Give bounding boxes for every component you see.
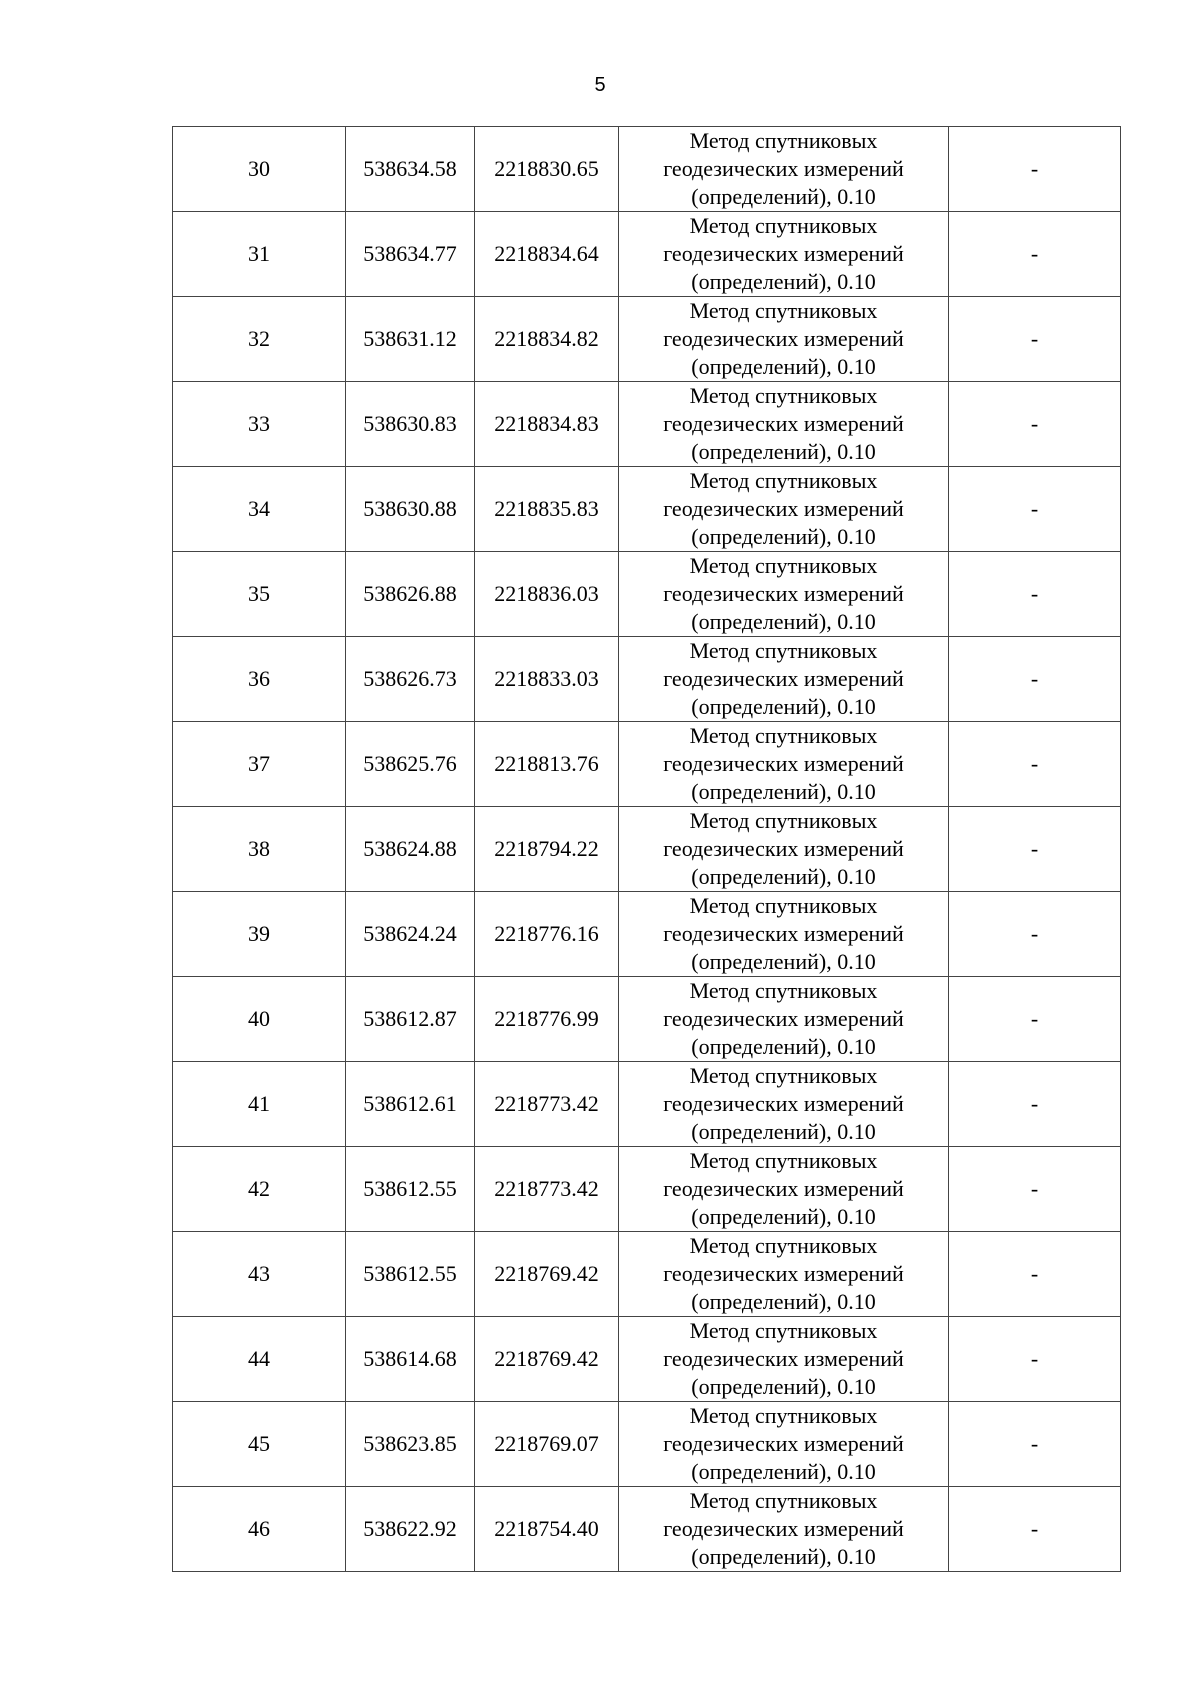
table-row: [173, 1317, 1121, 1402]
y-coordinate-cell: 2218776.16: [475, 892, 619, 977]
method-accuracy-text: Метод спутниковых геодезических измерений (определений), 0.10: [663, 723, 904, 804]
x-coordinate-cell: 538622.92: [346, 1487, 475, 1572]
method-accuracy-cell: [619, 297, 949, 382]
x-coordinate-cell: 538623.85: [346, 1402, 475, 1487]
description-cell: -: [949, 552, 1121, 637]
point-number-cell: 30: [173, 127, 346, 212]
point-number-cell: 45: [173, 1402, 346, 1487]
point-number-cell: 36: [173, 637, 346, 722]
table-row: [173, 637, 1121, 722]
x-coordinate-cell: 538634.58: [346, 127, 475, 212]
table-row: [173, 977, 1121, 1062]
y-coordinate-cell: 2218835.83: [475, 467, 619, 552]
point-number-cell: 33: [173, 382, 346, 467]
x-coordinate-cell: 538631.12: [346, 297, 475, 382]
point-number-cell: 32: [173, 297, 346, 382]
method-accuracy-cell: [619, 127, 949, 212]
x-coordinate-cell: 538612.55: [346, 1147, 475, 1232]
method-accuracy-cell: [619, 1317, 949, 1402]
description-cell: -: [949, 807, 1121, 892]
x-coordinate-cell: 538630.88: [346, 467, 475, 552]
description-cell: -: [949, 1487, 1121, 1572]
point-number-cell: 38: [173, 807, 346, 892]
table-row: [173, 297, 1121, 382]
table-row: [173, 382, 1121, 467]
coordinates-table-body: [173, 127, 1121, 1572]
method-accuracy-text: Метод спутниковых геодезических измерений (определений), 0.10: [663, 1148, 904, 1229]
method-accuracy-cell: [619, 807, 949, 892]
y-coordinate-cell: 2218830.65: [475, 127, 619, 212]
point-number-cell: 44: [173, 1317, 346, 1402]
x-coordinate-cell: 538624.88: [346, 807, 475, 892]
description-cell: -: [949, 1317, 1121, 1402]
x-coordinate-cell: 538626.88: [346, 552, 475, 637]
table-row: [173, 127, 1121, 212]
x-coordinate-cell: 538612.61: [346, 1062, 475, 1147]
y-coordinate-cell: 2218754.40: [475, 1487, 619, 1572]
page-number: 5: [594, 74, 606, 96]
y-coordinate-cell: 2218834.83: [475, 382, 619, 467]
y-coordinate-cell: 2218813.76: [475, 722, 619, 807]
method-accuracy-cell: [619, 1147, 949, 1232]
x-coordinate-cell: 538612.87: [346, 977, 475, 1062]
method-accuracy-cell: [619, 1232, 949, 1317]
x-coordinate-cell: 538624.24: [346, 892, 475, 977]
description-cell: -: [949, 977, 1121, 1062]
description-cell: -: [949, 467, 1121, 552]
table-row: [173, 892, 1121, 977]
y-coordinate-cell: 2218773.42: [475, 1062, 619, 1147]
description-cell: -: [949, 722, 1121, 807]
table-row: [173, 1232, 1121, 1317]
y-coordinate-cell: 2218836.03: [475, 552, 619, 637]
description-cell: -: [949, 1147, 1121, 1232]
method-accuracy-text: Метод спутниковых геодезических измерений (определений), 0.10: [663, 128, 904, 209]
x-coordinate-cell: 538634.77: [346, 212, 475, 297]
table-row: [173, 552, 1121, 637]
description-cell: -: [949, 892, 1121, 977]
point-number-cell: 40: [173, 977, 346, 1062]
x-coordinate-cell: 538625.76: [346, 722, 475, 807]
method-accuracy-text: Метод спутниковых геодезических измерений (определений), 0.10: [663, 1318, 904, 1399]
point-number-cell: 34: [173, 467, 346, 552]
x-coordinate-cell: 538626.73: [346, 637, 475, 722]
method-accuracy-cell: [619, 1402, 949, 1487]
description-cell: -: [949, 1062, 1121, 1147]
method-accuracy-text: Метод спутниковых геодезических измерений (определений), 0.10: [663, 1233, 904, 1314]
point-number-cell: 41: [173, 1062, 346, 1147]
method-accuracy-text: Метод спутниковых геодезических измерений (определений), 0.10: [663, 468, 904, 549]
table-row: [173, 722, 1121, 807]
method-accuracy-cell: [619, 552, 949, 637]
method-accuracy-cell: [619, 892, 949, 977]
x-coordinate-cell: 538612.55: [346, 1232, 475, 1317]
point-number-cell: 43: [173, 1232, 346, 1317]
table-row: [173, 1147, 1121, 1232]
method-accuracy-cell: [619, 212, 949, 297]
x-coordinate-cell: 538614.68: [346, 1317, 475, 1402]
coordinates-table: [172, 126, 1121, 1572]
description-cell: -: [949, 297, 1121, 382]
method-accuracy-text: Метод спутниковых геодезических измерений (определений), 0.10: [663, 1063, 904, 1144]
description-cell: -: [949, 1402, 1121, 1487]
description-cell: -: [949, 382, 1121, 467]
method-accuracy-cell: [619, 637, 949, 722]
table-row: [173, 1062, 1121, 1147]
method-accuracy-cell: [619, 1062, 949, 1147]
method-accuracy-text: Метод спутниковых геодезических измерений (определений), 0.10: [663, 808, 904, 889]
x-coordinate-cell: 538630.83: [346, 382, 475, 467]
point-number-cell: 35: [173, 552, 346, 637]
y-coordinate-cell: 2218794.22: [475, 807, 619, 892]
y-coordinate-cell: 2218769.07: [475, 1402, 619, 1487]
method-accuracy-cell: [619, 1487, 949, 1572]
y-coordinate-cell: 2218834.82: [475, 297, 619, 382]
description-cell: -: [949, 1232, 1121, 1317]
method-accuracy-text: Метод спутниковых геодезических измерений (определений), 0.10: [663, 978, 904, 1059]
method-accuracy-cell: [619, 467, 949, 552]
method-accuracy-text: Метод спутниковых геодезических измерений (определений), 0.10: [663, 213, 904, 294]
point-number-cell: 42: [173, 1147, 346, 1232]
point-number-cell: 37: [173, 722, 346, 807]
method-accuracy-text: Метод спутниковых геодезических измерений (определений), 0.10: [663, 893, 904, 974]
y-coordinate-cell: 2218769.42: [475, 1317, 619, 1402]
method-accuracy-text: Метод спутниковых геодезических измерений (определений), 0.10: [663, 1403, 904, 1484]
y-coordinate-cell: 2218773.42: [475, 1147, 619, 1232]
table-row: [173, 467, 1121, 552]
method-accuracy-cell: [619, 722, 949, 807]
y-coordinate-cell: 2218776.99: [475, 977, 619, 1062]
method-accuracy-text: Метод спутниковых геодезических измерений (определений), 0.10: [663, 383, 904, 464]
y-coordinate-cell: 2218833.03: [475, 637, 619, 722]
table-row: [173, 212, 1121, 297]
method-accuracy-cell: [619, 977, 949, 1062]
method-accuracy-text: Метод спутниковых геодезических измерений (определений), 0.10: [663, 638, 904, 719]
table-row: [173, 1487, 1121, 1572]
point-number-cell: 46: [173, 1487, 346, 1572]
point-number-cell: 39: [173, 892, 346, 977]
method-accuracy-text: Метод спутниковых геодезических измерений (определений), 0.10: [663, 553, 904, 634]
method-accuracy-text: Метод спутниковых геодезических измерений (определений), 0.10: [663, 1488, 904, 1569]
y-coordinate-cell: 2218834.64: [475, 212, 619, 297]
method-accuracy-cell: [619, 382, 949, 467]
y-coordinate-cell: 2218769.42: [475, 1232, 619, 1317]
description-cell: -: [949, 127, 1121, 212]
point-number-cell: 31: [173, 212, 346, 297]
table-row: [173, 1402, 1121, 1487]
description-cell: -: [949, 637, 1121, 722]
table-row: [173, 807, 1121, 892]
method-accuracy-text: Метод спутниковых геодезических измерений (определений), 0.10: [663, 298, 904, 379]
description-cell: -: [949, 212, 1121, 297]
